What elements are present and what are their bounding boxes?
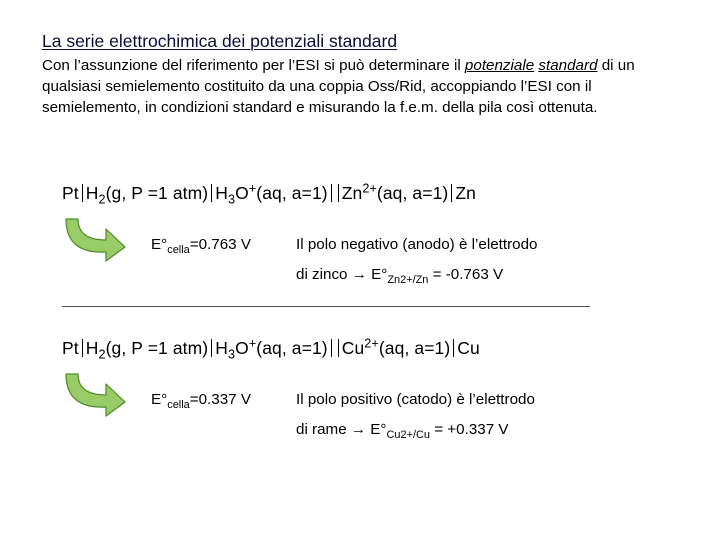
cell-notation-zinc	[62, 181, 476, 207]
cell-h2: H	[85, 183, 99, 203]
curved-arrow-icon	[62, 217, 128, 263]
curved-arrow-icon	[62, 372, 128, 418]
note-zinc-line2	[296, 266, 504, 286]
ecell-label: E°	[151, 236, 168, 253]
cell-h3o: H	[215, 338, 228, 358]
cell-ion-charge: 2+	[362, 181, 377, 196]
cell-ion-charge: 2+	[364, 336, 379, 351]
note-zinc-line1: Il polo negativo (anodo) è l’elettrodo	[296, 236, 538, 253]
phase-boundary	[82, 339, 83, 357]
ecell-subscript: cella	[167, 398, 190, 411]
phase-boundary	[211, 339, 212, 357]
phase-boundary	[453, 339, 454, 357]
cell-metal: Zn	[455, 183, 476, 203]
page-title: La serie elettrochimica dei potenziali standard	[42, 31, 398, 51]
cell-h3o-charge: +	[248, 336, 257, 351]
salt-bridge-line	[331, 184, 332, 202]
cell-h3o-conditions: (aq, a=1)	[256, 338, 328, 358]
note-couple-subscript: Zn2+/Zn	[387, 273, 429, 286]
cell-h3o-oxygen: O	[235, 338, 249, 358]
note-couple-subscript: Cu2+/Cu	[386, 428, 430, 441]
intro-paragraph	[42, 55, 662, 118]
cell-h2: H	[85, 338, 99, 358]
note-copper-line2	[296, 421, 509, 441]
ecell-label: E°	[151, 391, 168, 408]
ecell-subscript: cella	[167, 243, 190, 256]
note-prefix: di zinco	[296, 266, 352, 283]
salt-bridge-line	[338, 339, 339, 357]
phase-boundary	[451, 184, 452, 202]
right-arrow-icon: →	[351, 266, 367, 283]
ecell-value: =0.763 V	[189, 236, 251, 253]
note-prefix: di rame	[296, 421, 351, 438]
cell-h2-subscript: 2	[98, 347, 106, 362]
intro-italic-standard: standard	[538, 57, 598, 74]
cell-h2-conditions: (g, P =1 atm)	[105, 183, 209, 203]
phase-boundary	[211, 184, 212, 202]
cell-h3o-charge: +	[248, 181, 257, 196]
note-e-label: E°	[366, 421, 387, 438]
cell-pt: Pt	[62, 183, 79, 203]
intro-italic-potenziale: potenziale	[464, 57, 535, 74]
cell-h3o-subscript: 3	[227, 347, 236, 362]
right-arrow-icon: →	[350, 421, 367, 438]
phase-boundary	[82, 184, 83, 202]
cell-h3o-subscript: 3	[227, 192, 236, 207]
intro-text-part2: di un qualsiasi semielemento costituito da una coppia Oss/Rid, accoppiando l’ESI con il semielemento, in condizioni standard e misurando la f.e.m. della pila così ottenuta.	[42, 57, 635, 116]
intro-text-part1: Con l’assunzione del riferimento per l’ESI si può determinare il	[42, 57, 465, 74]
note-potential-value: = +0.337 V	[429, 421, 509, 438]
cell-ion-conditions: (aq, a=1)	[376, 183, 449, 203]
cell-h2-conditions: (g, P =1 atm)	[105, 338, 209, 358]
note-e-label: E°	[366, 266, 388, 283]
cell-h2-subscript: 2	[98, 192, 106, 207]
salt-bridge-line	[331, 339, 332, 357]
cell-metal: Cu	[457, 338, 480, 358]
divider-line	[62, 306, 590, 307]
cell-ion: Cu	[341, 338, 365, 358]
cell-pt: Pt	[62, 338, 79, 358]
cell-h3o-oxygen: O	[235, 183, 249, 203]
ecell-copper	[151, 391, 251, 411]
cell-ion: Zn	[341, 183, 363, 203]
cell-notation-copper	[62, 336, 480, 362]
salt-bridge-line	[338, 184, 339, 202]
note-copper-line1: Il polo positivo (catodo) è l’elettrodo	[296, 391, 535, 408]
cell-ion-conditions: (aq, a=1)	[378, 338, 451, 358]
note-potential-value: = -0.763 V	[428, 266, 504, 283]
ecell-zinc	[151, 236, 251, 256]
cell-h3o: H	[215, 183, 228, 203]
cell-h3o-conditions: (aq, a=1)	[256, 183, 328, 203]
ecell-value: =0.337 V	[189, 391, 251, 408]
